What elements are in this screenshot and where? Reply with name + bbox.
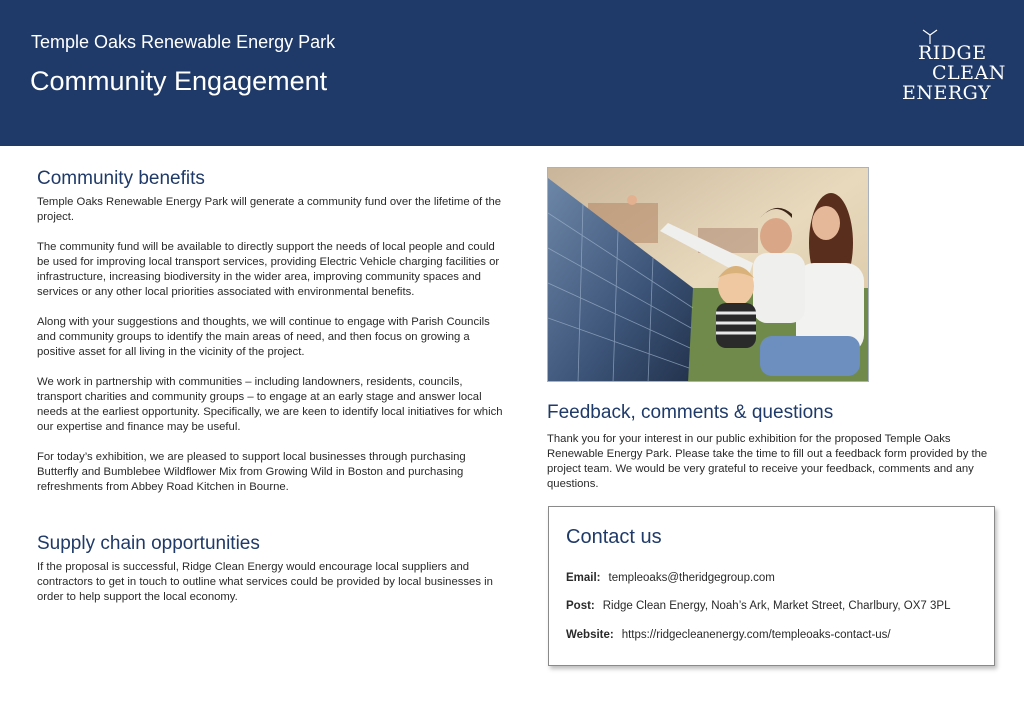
benefits-paragraph-2: The community fund will be available to directly support the needs of local people and could be used for improving local transport services, providing Electric Vehicle charging facilities or infrastructure, increasing biodiversity in the wider area, improving community spaces and services or any other local priorities associated with environmental benefits.	[37, 241, 500, 298]
contact-email-row	[566, 572, 775, 584]
benefits-paragraph-4: We work in partnership with communities – including landowners, residents, councils, transport charities and community groups – to engage at an early stage and answer local needs at the earliest opportunity. Specifically, we are keen to identify local initiatives for which our expertise and finance may be useful.	[37, 376, 503, 433]
feedback-paragraph: Thank you for your interest in our public exhibition for the proposed Temple Oaks Renewable Energy Park. Please take the time to fill out a feedback form provided by the project team. We would be very grateful to receive your feedback, comments and any questions.	[547, 433, 988, 490]
logo-text-energy: ENERGY	[902, 82, 992, 104]
benefits-paragraph-3: Along with your suggestions and thoughts, we will continue to engage with Parish Councils and community groups to identify the main areas of need, and then focus on growing a positive asset for all living in the vicinity of the project.	[37, 316, 490, 358]
website-link[interactable]: https://ridgecleanenergy.com/templeoaks-contact-us/	[621, 629, 891, 641]
ridge-clean-energy-logo	[898, 28, 1006, 108]
page-title: Community Engagement	[30, 66, 328, 96]
contact-heading: Contact us	[566, 526, 662, 548]
photo-illustration	[548, 168, 869, 382]
supply-chain-paragraph: If the proposal is successful, Ridge Clean Energy would encourage local suppliers and contractors to get in touch to outline what services could be provided by local businesses in order to help support the local economy.	[37, 561, 493, 603]
feedback-section	[547, 402, 997, 492]
family-solar-panel-photo	[547, 167, 869, 382]
left-column	[37, 168, 507, 605]
post-label: Post:	[566, 600, 595, 612]
contact-post-row	[566, 600, 950, 612]
email-link[interactable]: templeoaks@theridgegroup.com	[608, 572, 775, 584]
logo-text-clean: CLEAN	[932, 62, 1006, 84]
email-label: Email:	[566, 572, 601, 584]
contact-website-row	[566, 629, 891, 641]
post-address: Ridge Clean Energy, Noah’s Ark, Market Street, Charlbury, OX7 3PL	[602, 600, 951, 612]
benefits-paragraph-1: Temple Oaks Renewable Energy Park will generate a community fund over the lifetime of the project.	[37, 196, 502, 223]
page-header	[0, 0, 1024, 146]
feedback-heading: Feedback, comments & questions	[547, 402, 834, 423]
project-name: Temple Oaks Renewable Energy Park	[31, 32, 336, 52]
contact-box	[548, 506, 995, 666]
benefits-paragraph-5: For today’s exhibition, we are pleased to support local businesses through purchasing Butterfly and Bumblebee Wildflower Mix from Growing Wild in Boston and purchasing refreshments from Abbey Road Kitchen in Bourne.	[37, 451, 466, 493]
community-benefits-heading: Community benefits	[37, 168, 205, 189]
website-label: Website:	[566, 629, 614, 641]
supply-chain-heading: Supply chain opportunities	[37, 533, 260, 554]
logo-text-ridge: RIDGE	[918, 42, 987, 64]
